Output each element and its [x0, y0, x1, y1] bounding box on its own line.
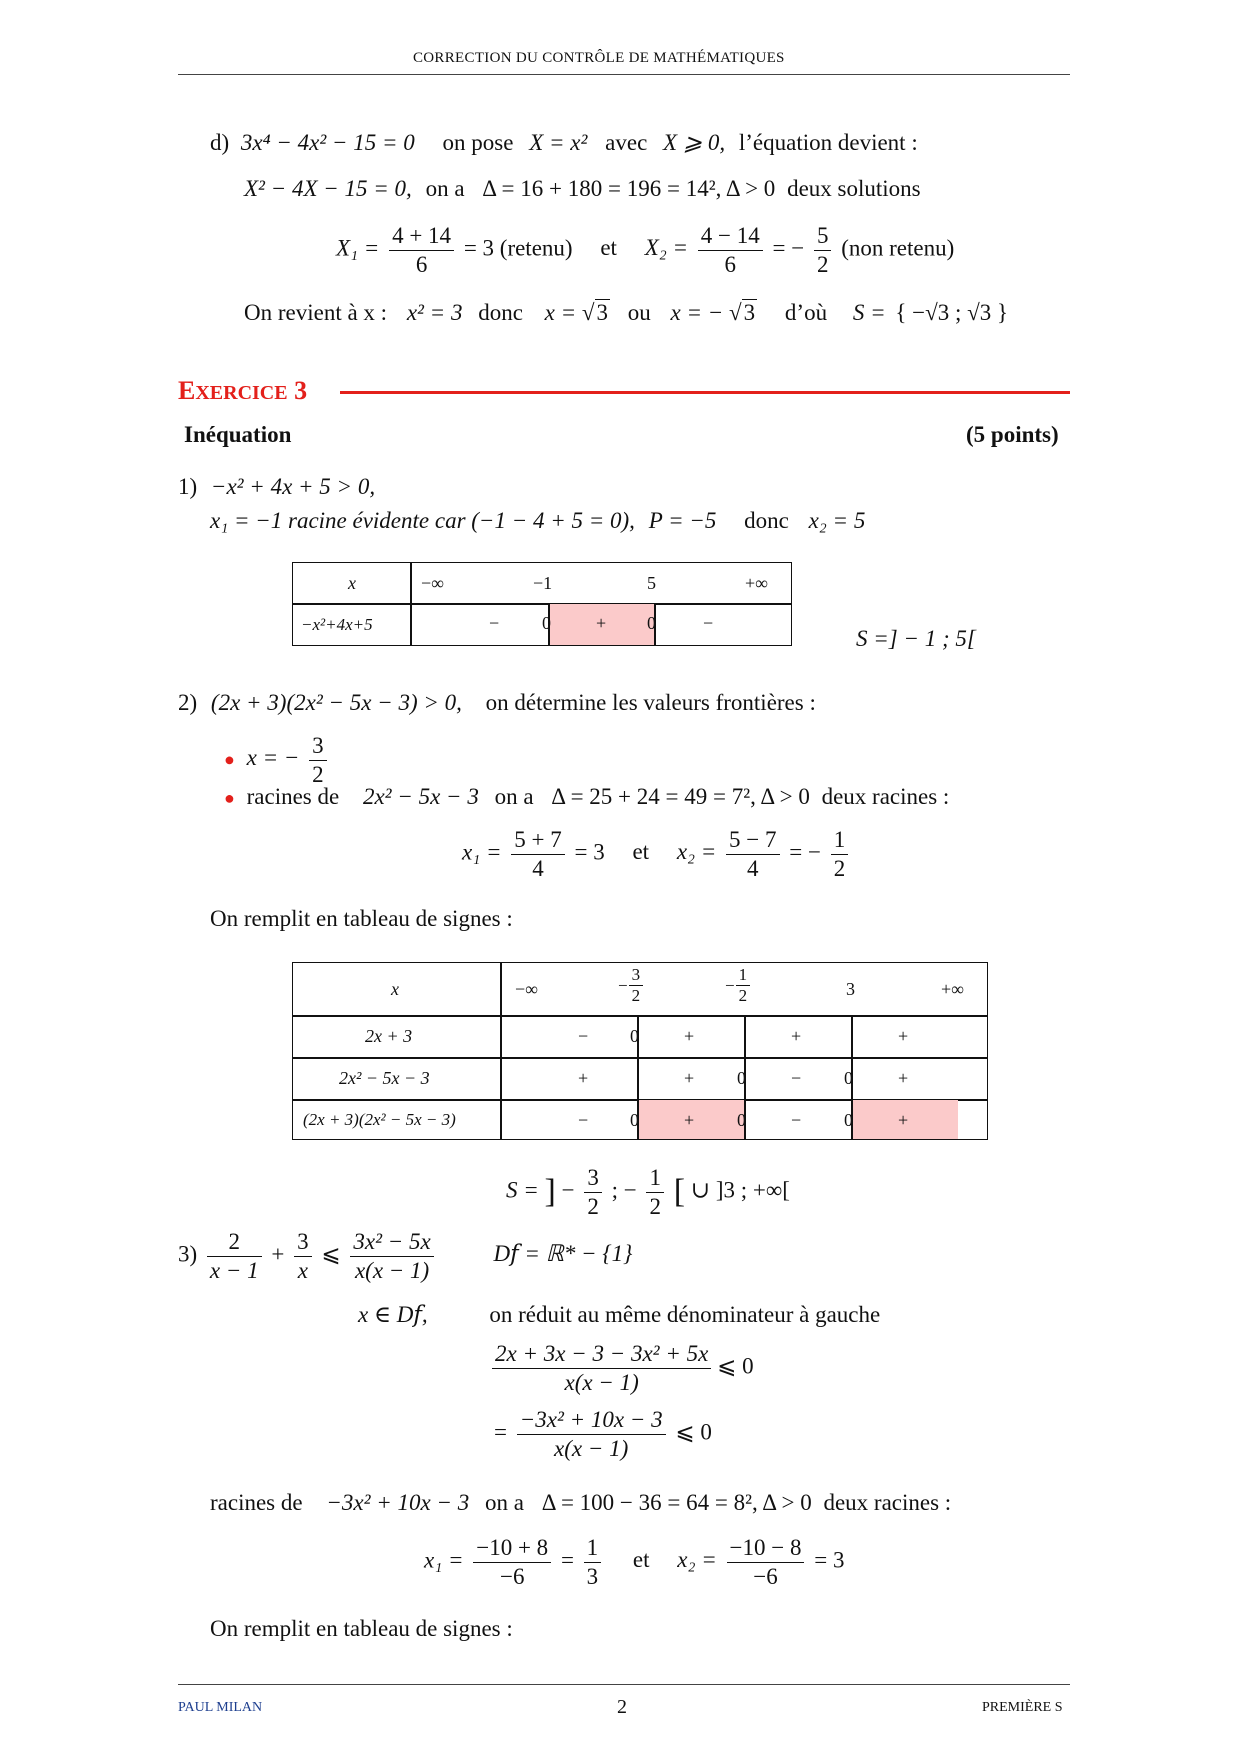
q2-bullet1: ● x = − $\frac{3}{2}$ [224, 732, 331, 788]
q1-solution: S =] − 1 ; 5[ [856, 626, 976, 651]
q3-x1-fraction: $\frac{-10 + 8}{-6}$ [473, 1534, 551, 1590]
q3-fraction-1: $\frac{2}{x - 1}$ [207, 1228, 262, 1284]
q2-header-x: x [391, 979, 399, 999]
footer-page-number: 2 [617, 1696, 627, 1718]
q3-x1-result-fraction: $\frac{1}{3}$ [584, 1534, 602, 1590]
q1-line2: x₁ = −1 racine évidente car (−1 − 4 + 5 = 0), P = −5 donc x₂ = 5 [210, 508, 866, 533]
q2-roots: x₁ = $\frac{5 + 7}{4}$ = 3 et x₂ = $\frac{5 - 7}{4}$ = − $\frac{1}{2}$ [462, 826, 852, 882]
footer-level: PREMIÈRE S [982, 1700, 1063, 1715]
q2-x2-fraction: $\frac{5 - 7}{4}$ [726, 826, 779, 882]
q2-row2-label: 2x² − 5x − 3 [339, 1068, 430, 1088]
sqrt-3-a: √3 [581, 300, 609, 325]
q3-x2-fraction: $\frac{-10 - 8}{-6}$ [727, 1534, 805, 1590]
q1-sign-table: x −∞ −1 5 +∞ −x²+4x+5 − 0 + 0 − [292, 562, 792, 646]
q1-line1: 1) −x² + 4x + 5 > 0, [178, 474, 376, 499]
q1-header-5: 5 [647, 573, 656, 593]
q2-remplit: On remplit en tableau de signes : [210, 906, 513, 931]
q1-header-minf: −∞ [421, 573, 444, 593]
q3-remplit: On remplit en tableau de signes : [210, 1616, 513, 1641]
exercise-subtitle: Inéquation [184, 422, 292, 447]
part-d-line2: X² − 4X − 15 = 0, on a Δ = 16 + 180 = 196 = 14², Δ > 0 deux solutions [244, 176, 921, 201]
exercise-points: (5 points) [966, 422, 1059, 447]
part-d-line1: d) 3x⁴ − 4x² − 15 = 0 on pose X = x² avec X ⩾ 0, l’équation devient : [210, 130, 918, 155]
bullet-icon: ● [224, 749, 235, 770]
header-rule [178, 74, 1070, 75]
part-d-back-to-x: On revient à x : x² = 3 donc x = √3 ou x = − √3 d’où S = { −√3 ; √3 } [244, 300, 1009, 325]
footer-rule [178, 1684, 1070, 1685]
q3-step2-fraction: $\frac{\text{−3x² + 10x − 3}}{x(x - 1)}$ [517, 1406, 666, 1462]
q3-roots: x₁ = $\frac{-10 + 8}{-6}$ = $\frac{1}{3}$ et x₂ = $\frac{-10 - 8}{-6}$ = 3 [424, 1535, 845, 1589]
q2-header-minf: −∞ [515, 979, 538, 999]
q1-row-label: −x²+4x+5 [301, 615, 373, 634]
part-d-X-solutions: X₁ = $\frac{4 + 14}{6}$ = 3 (retenu) et X₂ = $\frac{4 - 14}{6}$ = − $\frac{5}{2}$ (non retenu) [336, 223, 955, 277]
q3-fraction-3: $\frac{\text{3x² − 5x}}{x(x - 1)}$ [350, 1228, 433, 1284]
q3-roots-line: racines de −3x² + 10x − 3 on a Δ = 100 − 36 = 64 = 8², Δ > 0 deux racines : [210, 1490, 952, 1515]
q3-step2: = $\frac{\text{−3x² + 10x − 3}}{x(x - 1)}$ ⩽ 0 [494, 1407, 712, 1461]
q3-fraction-2: $\frac{3}{x}$ [294, 1228, 312, 1284]
q2-header-pinf: +∞ [941, 979, 964, 999]
q1-header-x: x [348, 573, 356, 593]
q1-header-m1: −1 [533, 573, 553, 593]
q2-bullet1-fraction: $\frac{3}{2}$ [309, 732, 327, 788]
q3-step1: $\frac{\text{2x + 3x − 3 − 3x² + 5x}}{x(x - 1)}$ ⩽ 0 [492, 1340, 754, 1396]
q3-step1-fraction: $\frac{\text{2x + 3x − 3 − 3x² + 5x}}{x(x - 1)}$ [492, 1340, 711, 1396]
q2-S-fraction-b: $\frac{1}{2}$ [646, 1164, 664, 1220]
sqrt-3-b: √3 [729, 300, 756, 325]
q2-x2-result-fraction: $\frac{1}{2}$ [831, 826, 849, 882]
bullet-icon: ● [224, 788, 235, 808]
q2-x1-fraction: $\frac{5 + 7}{4}$ [511, 826, 564, 882]
q2-solution: S = ] − $\frac{3}{2}$ ; − $\frac{1}{2}$ [ ∪ ]3 ; +∞[ [506, 1165, 790, 1219]
exercise-title: EXERCICE 3 [178, 376, 308, 405]
q2-bullet2: ● racines de 2x² − 5x − 3 on a Δ = 25 + 24 = 49 = 7², Δ > 0 deux racines : [224, 784, 950, 809]
q2-line1: 2) (2x + 3)(2x² − 5x − 3) > 0, on détermine les valeurs frontières : [178, 690, 816, 715]
q1-header-pinf: +∞ [745, 573, 768, 593]
page-header-title: CORRECTION DU CONTRÔLE DE MATHÉMATIQUES [413, 50, 785, 66]
footer-author: PAUL MILAN [178, 1700, 263, 1715]
q2-header-a: − $\frac{3}{2}$ [618, 965, 644, 1007]
X2-fraction: $\frac{4 - 14}{6}$ [698, 222, 763, 278]
q3-reduce-line: x ∈ D𝑓, on réduit au même dénominateur à gauche [358, 1302, 881, 1327]
q3-line1: 3) $\frac{2}{x - 1}$ + $\frac{3}{x}$ ⩽ $\frac{\text{3x² − 5x}}{x(x - 1)}$ D𝑓 = ℝ* − {1} [178, 1229, 633, 1283]
q2-sign-table: x −∞ − $\frac{3}{2}$ − $\frac{1}{2}$ 3 +∞ 2x + 3 − 0 + + + 2x² − 5x − 3 + + 0 − 0 + (2x + 3)(2x² − 5x − 3) − 0 + 0 − 0 + [292, 962, 988, 1140]
q2-row1-label: 2x + 3 [365, 1026, 413, 1046]
X2-result-fraction: $\frac{5}{2}$ [814, 222, 832, 278]
q2-header-c: 3 [846, 979, 855, 999]
q2-S-fraction-a: $\frac{3}{2}$ [584, 1164, 602, 1220]
q2-row3-label: (2x + 3)(2x² − 5x − 3) [303, 1110, 456, 1129]
exercise-title-rule [340, 391, 1070, 394]
q2-header-b: − $\frac{1}{2}$ [725, 965, 751, 1007]
X1-fraction: $\frac{4 + 14}{6}$ [389, 222, 454, 278]
